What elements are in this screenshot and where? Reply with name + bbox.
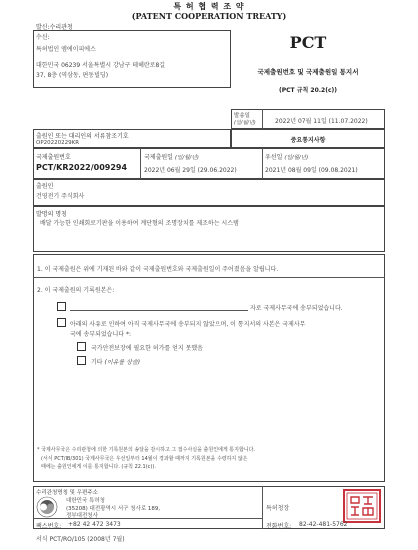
- office-line3: 정부대전청사: [66, 513, 98, 519]
- other-reason-text: [91, 357, 140, 366]
- important-notice: 중요통지사항: [290, 137, 326, 144]
- filing-date-label-text: 국제출원일: [144, 154, 173, 161]
- invention-title-label: 발명의 명칭: [36, 211, 67, 218]
- recipient-address-line1: 대한민국 06239 서울특별시 강남구 테헤란로8길: [36, 62, 166, 69]
- option-sent-text: 자로 국제사무국에 송부되었습니다.: [250, 305, 343, 312]
- other-reason-note: (이유를 상술): [104, 359, 141, 366]
- invention-title-box: [33, 206, 385, 252]
- officer-label: 특허청장: [266, 505, 290, 512]
- sent-date-blank: [70, 310, 248, 311]
- option-sent-checkbox[interactable]: [57, 302, 66, 311]
- fax-label: 팩스번호:: [36, 523, 62, 530]
- recipient-box: [33, 30, 231, 88]
- file-reference-label: 출원인 또는 대리인의 서류참조기호: [36, 133, 129, 140]
- security-clearance-text: 국가안전보장에 필요한 허가를 얻지 못했음: [91, 345, 203, 352]
- item-1: 1. 이 국제출원은 위에 기재된 바와 같이 국제출원번호와 국제출원일이 주어졌음을 알립니다.: [37, 266, 279, 273]
- notice-title: 국제출원번호 및 국제출원일 통지서: [257, 68, 359, 76]
- dispatch-date-format: (일/월/년): [234, 120, 256, 126]
- recipient-address-line2: 37, 8층 (역삼동, 편동빌딩): [36, 72, 109, 79]
- recipient-label: 수신:: [36, 34, 50, 41]
- option-not-sent-checkbox[interactable]: [57, 318, 66, 327]
- other-reason-prefix: 기타: [91, 359, 103, 366]
- footnote-line3: 때에는 출원인에게 이를 통지합니다. (규칙 22.1(c)).: [41, 464, 156, 470]
- file-reference-value: OP20220229KR: [36, 140, 80, 146]
- phone-label: 전화번호:: [266, 523, 292, 530]
- application-number-value: PCT/KR2022/009294: [36, 163, 128, 172]
- priority-date-label: [265, 152, 308, 161]
- sender-label: 발신:수리관청: [36, 24, 73, 31]
- option-not-sent-line2: 국에 송부되었습니다 *:: [70, 331, 132, 338]
- dispatch-date-label: 발송일: [234, 113, 250, 119]
- document-title-ko: 특 허 협 력 조 약: [173, 1, 245, 11]
- other-reason-checkbox[interactable]: [77, 356, 86, 365]
- fax-value: +82 42 472 3473: [68, 521, 121, 528]
- priority-date-value: 2021년 08월 09일 (09.08.2021): [265, 167, 358, 174]
- item-2: 2. 이 국제출원의 기록원본은:: [37, 287, 115, 294]
- footnote-line1: * 국제사무국은 수리관청에 의한 기록원본의 송달을 감시하고 그 접수사실을 출원인에게 통지합니다.: [37, 447, 256, 453]
- priority-date-format: (일/월/년): [284, 155, 309, 161]
- filing-date-label: [144, 152, 199, 161]
- security-clearance-checkbox[interactable]: [77, 342, 86, 351]
- phone-value: 82-42-481-5762: [299, 521, 348, 528]
- office-line1: 대한민국 특허청: [66, 498, 105, 504]
- filing-date-value: 2022년 06월 29일 (29.06.2022): [144, 167, 237, 174]
- applicant-value: 건영전기 주식회사: [36, 193, 85, 200]
- application-number-label: 국제출원번호: [36, 154, 71, 161]
- korea-emblem-icon: [36, 496, 58, 518]
- office-label: 수리관청명칭 및 우편주소: [36, 490, 98, 496]
- invention-title-value: 배달 가능한 인쇄회로기판을 이용하여 계단형의 조명장치를 제조하는 시스템: [40, 220, 239, 227]
- footnote-line2: (서식 PCT/IB/301) 국제사무국은 우선일부터 14월이 경과할 때까지 기록원본을 수령하지 않은: [41, 456, 248, 462]
- applicant-box: [33, 179, 385, 206]
- applicant-label: 출원인: [36, 183, 54, 190]
- document-title-en: (PATENT COOPERATION TREATY): [131, 11, 287, 21]
- priority-date-label-text: 우선일: [265, 154, 283, 161]
- form-identifier: 서식 PCT/RO/105 (2008년 7월): [36, 536, 125, 543]
- pct-title: PCT: [289, 33, 327, 52]
- office-line2: (35208) 대전광역시 서구 청사로 189,: [66, 506, 161, 512]
- dispatch-date-value: 2022년 07월 11일 (11.07.2022): [275, 118, 368, 125]
- option-not-sent-line1: 아래의 사유로 인하여 아직 국제사무국에 송부되지 않았으며, 이 통지서의 사본은 국제사무: [70, 321, 306, 328]
- official-seal-icon: [343, 489, 381, 523]
- filing-date-format: (일/월/년): [174, 155, 199, 161]
- recipient-name: 특허법인 엠에이피에스: [36, 46, 96, 53]
- notice-rule: (PCT 규칙 20.2(c)): [279, 87, 337, 94]
